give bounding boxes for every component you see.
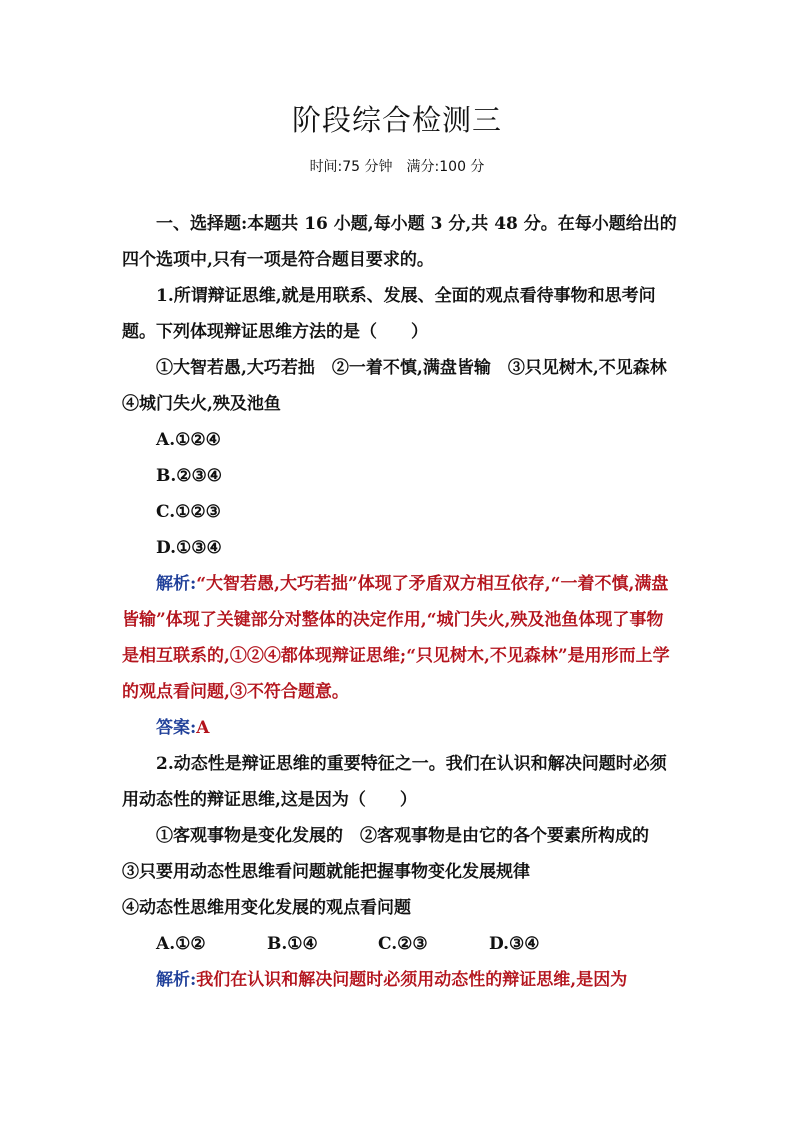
question-2-analysis: [122, 962, 678, 998]
question-2-statements: ①客观事物是变化发展的 ②客观事物是由它的各个要素所构成的 ③只要用动态性思维看问题就能把握事物变化发展规律: [122, 826, 666, 882]
question-1-statements: ①大智若愚,大巧若拙 ②一着不慎,满盘皆输 ③只见树木,不见森林 ④城门失火,殃及池鱼: [122, 358, 684, 414]
question-2-option-d: D.③④: [489, 934, 540, 954]
question-1-option-c: C.①②③: [156, 502, 221, 522]
answer-label: 答案:: [156, 718, 197, 738]
question-1-option-b: B.②③④: [156, 466, 223, 486]
analysis-label: 解析:: [156, 970, 197, 990]
page-title: 阶段综合检测三: [291, 103, 502, 137]
exam-time-and-score: 时间:75 分钟 满分:100 分: [309, 159, 485, 175]
question-2-option-a: A.①②: [156, 934, 206, 954]
answer-value: A: [196, 718, 210, 738]
question-1-stem: 1.所谓辩证思维,就是用联系、发展、全面的观点看待事物和思考问题。下列体现辩证思维方法的是（ ）: [122, 286, 656, 342]
question-2-option-b: B.①④: [267, 934, 318, 954]
question-1-analysis: [122, 566, 678, 710]
analysis-text: 我们在认识和解决问题时必须用动态性的辩证思维,是因为: [196, 970, 628, 990]
analysis-text: “大智若愚,大巧若拙”体现了矛盾双方相互依存,“一着不慎,满盘皆输”体现了关键部分对整体的决定作用,“城门失火,殃及池鱼体现了事物是相互联系的,①②④都体现辩证思维;“只见树木,不见森林”是用形而上学的观点看问题,③不符合题意。: [122, 574, 670, 702]
question-2-statements-continued: ④动态性思维用变化发展的观点看问题: [122, 898, 411, 918]
question-1-option-d: D.①③④: [156, 538, 222, 558]
question-2-option-c: C.②③: [378, 934, 428, 954]
question-1-answer: [122, 710, 678, 746]
question-2-options: [122, 926, 678, 962]
document-body: [122, 206, 684, 998]
question-2-stem: 2.动态性是辩证思维的重要特征之一。我们在认识和解决问题时必须用动态性的辩证思维,这是因为（ ）: [122, 754, 667, 810]
section-heading: 一、选择题:本题共 16 小题,每小题 3 分,共 48 分。在每小题给出的四个选项中,只有一项是符合题目要求的。: [122, 214, 677, 270]
analysis-label: 解析:: [156, 574, 197, 594]
question-1-option-a: A.①②④: [156, 430, 221, 450]
